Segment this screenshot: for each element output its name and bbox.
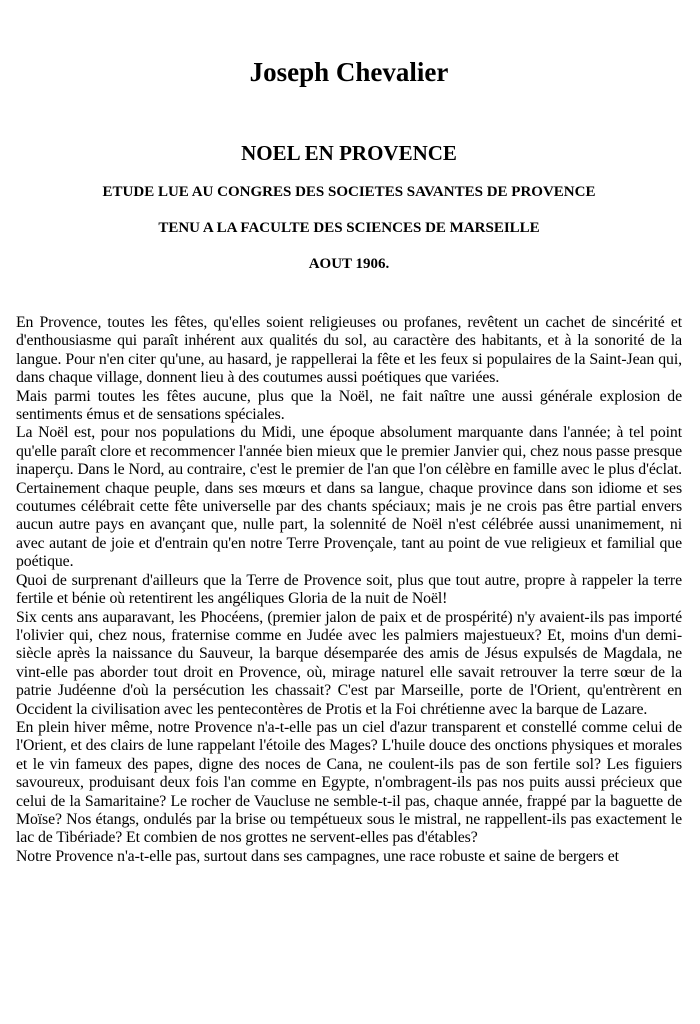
subtitle-study: ETUDE LUE AU CONGRES DES SOCIETES SAVANTES DE PROVENCE bbox=[102, 184, 596, 200]
paragraph: La Noël est, pour nos populations du Midi, une époque absolument marquante dans l'année; à tel point qu'elle paraît clore et recommencer l'année bien mieux que le premier Janvier qui, chez nous passe presque inaperçu. Dans le Nord, au contraire, c'est le premier de l'an que l'on célèbre en famille avec le plus d'éclat. Certainement chaque peuple, dans ses mœurs et dans sa langue, chaque province dans son idiome et ses coutumes célébrait cette fête universelle par des chants spéciaux; mais je ne crois pas être partial envers aucun autre pays en avançant que, nulle part, la solennité de Noël n'est célébrée aussi unanimement, ni avec autant de joie et d'entrain qu'en notre Terre Provençale, tant au point de vue religieux et familial que poétique. bbox=[16, 424, 682, 571]
paragraph: En Provence, toutes les fêtes, qu'elles soient religieuses ou profanes, revêtent un cachet de sincérité et d'enthousiasme qui paraît inhérent aux qualités du sol, au caractère des habitants, et à la sonorité de la langue. Pour n'en citer qu'une, au hasard, je rappellerai la fête et les feux si populaires de la Saint-Jean qui, dans chaque village, donnent lieu à des coutumes aussi poétiques que variées. bbox=[16, 314, 682, 387]
paragraph: En plein hiver même, notre Provence n'a-t-elle pas un ciel d'azur transparent et constellé comme celui de l'Orient, et des clairs de lune rappelant l'étoile des Mages? L'huile douce des onctions physiques et morales et le vin fameux des papes, digne des noces de Cana, ne coulent-ils pas de son fertile sol? Les figuiers savoureux, produisant deux fois l'an comme en Egypte, n'ombragent-ils pas nos puits aussi précieux que celui de la Samaritaine? Le rocher de Vaucluse ne semble-t-il pas, chaque année, frappé par la baguette de Moïse? Nos étangs, ondulés par la brise ou tempétueux sous le mistral, ne rappellent-ils pas exactement le lac de Tibériade? Et combien de nos grottes ne servent-elles pas d'étables? bbox=[16, 718, 682, 847]
subtitle-venue: TENU A LA FACULTE DES SCIENCES DE MARSEILLE bbox=[158, 220, 540, 236]
subtitle-date: AOUT 1906. bbox=[308, 256, 390, 272]
document-title: NOEL EN PROVENCE bbox=[241, 141, 457, 165]
paragraph: Notre Provence n'a-t-elle pas, surtout dans ses campagnes, une race robuste et saine de bergers et bbox=[16, 847, 619, 865]
author-name: Joseph Chevalier bbox=[249, 57, 449, 87]
paragraph: Six cents ans auparavant, les Phocéens, (premier jalon de paix et de prospérité) n'y avaient-ils pas importé l'olivier qui, chez nous, fraternise comme en Judée avec les palmiers majestueux? Et, moins d'un demi-siècle après la naissance du Sauveur, la barque désemparée des amis de Jésus expulsés de Magdala, ne vint-elle pas aborder tout droit en Provence, où, mirage naturel elle savait retrouver la terre sœur de la patrie Judéenne d'où la persécution les chassait? C'est par Marseille, porte de l'Orient, qu'entrèrent en Occident la civilisation avec les pentecontères de Protis et la Foi chrétienne avec la barque de Lazare. bbox=[16, 608, 682, 718]
paragraph: Mais parmi toutes les fêtes aucune, plus que la Noël, ne fait naître une aussi générale explosion de sentiments émus et de sensations spéciales. bbox=[16, 387, 682, 424]
paragraph: Quoi de surprenant d'ailleurs que la Terre de Provence soit, plus que tout autre, propre à rappeler la terre fertile et bénie où retentirent les angéliques Gloria de la nuit de Noël! bbox=[16, 571, 682, 608]
body-text bbox=[16, 314, 682, 866]
